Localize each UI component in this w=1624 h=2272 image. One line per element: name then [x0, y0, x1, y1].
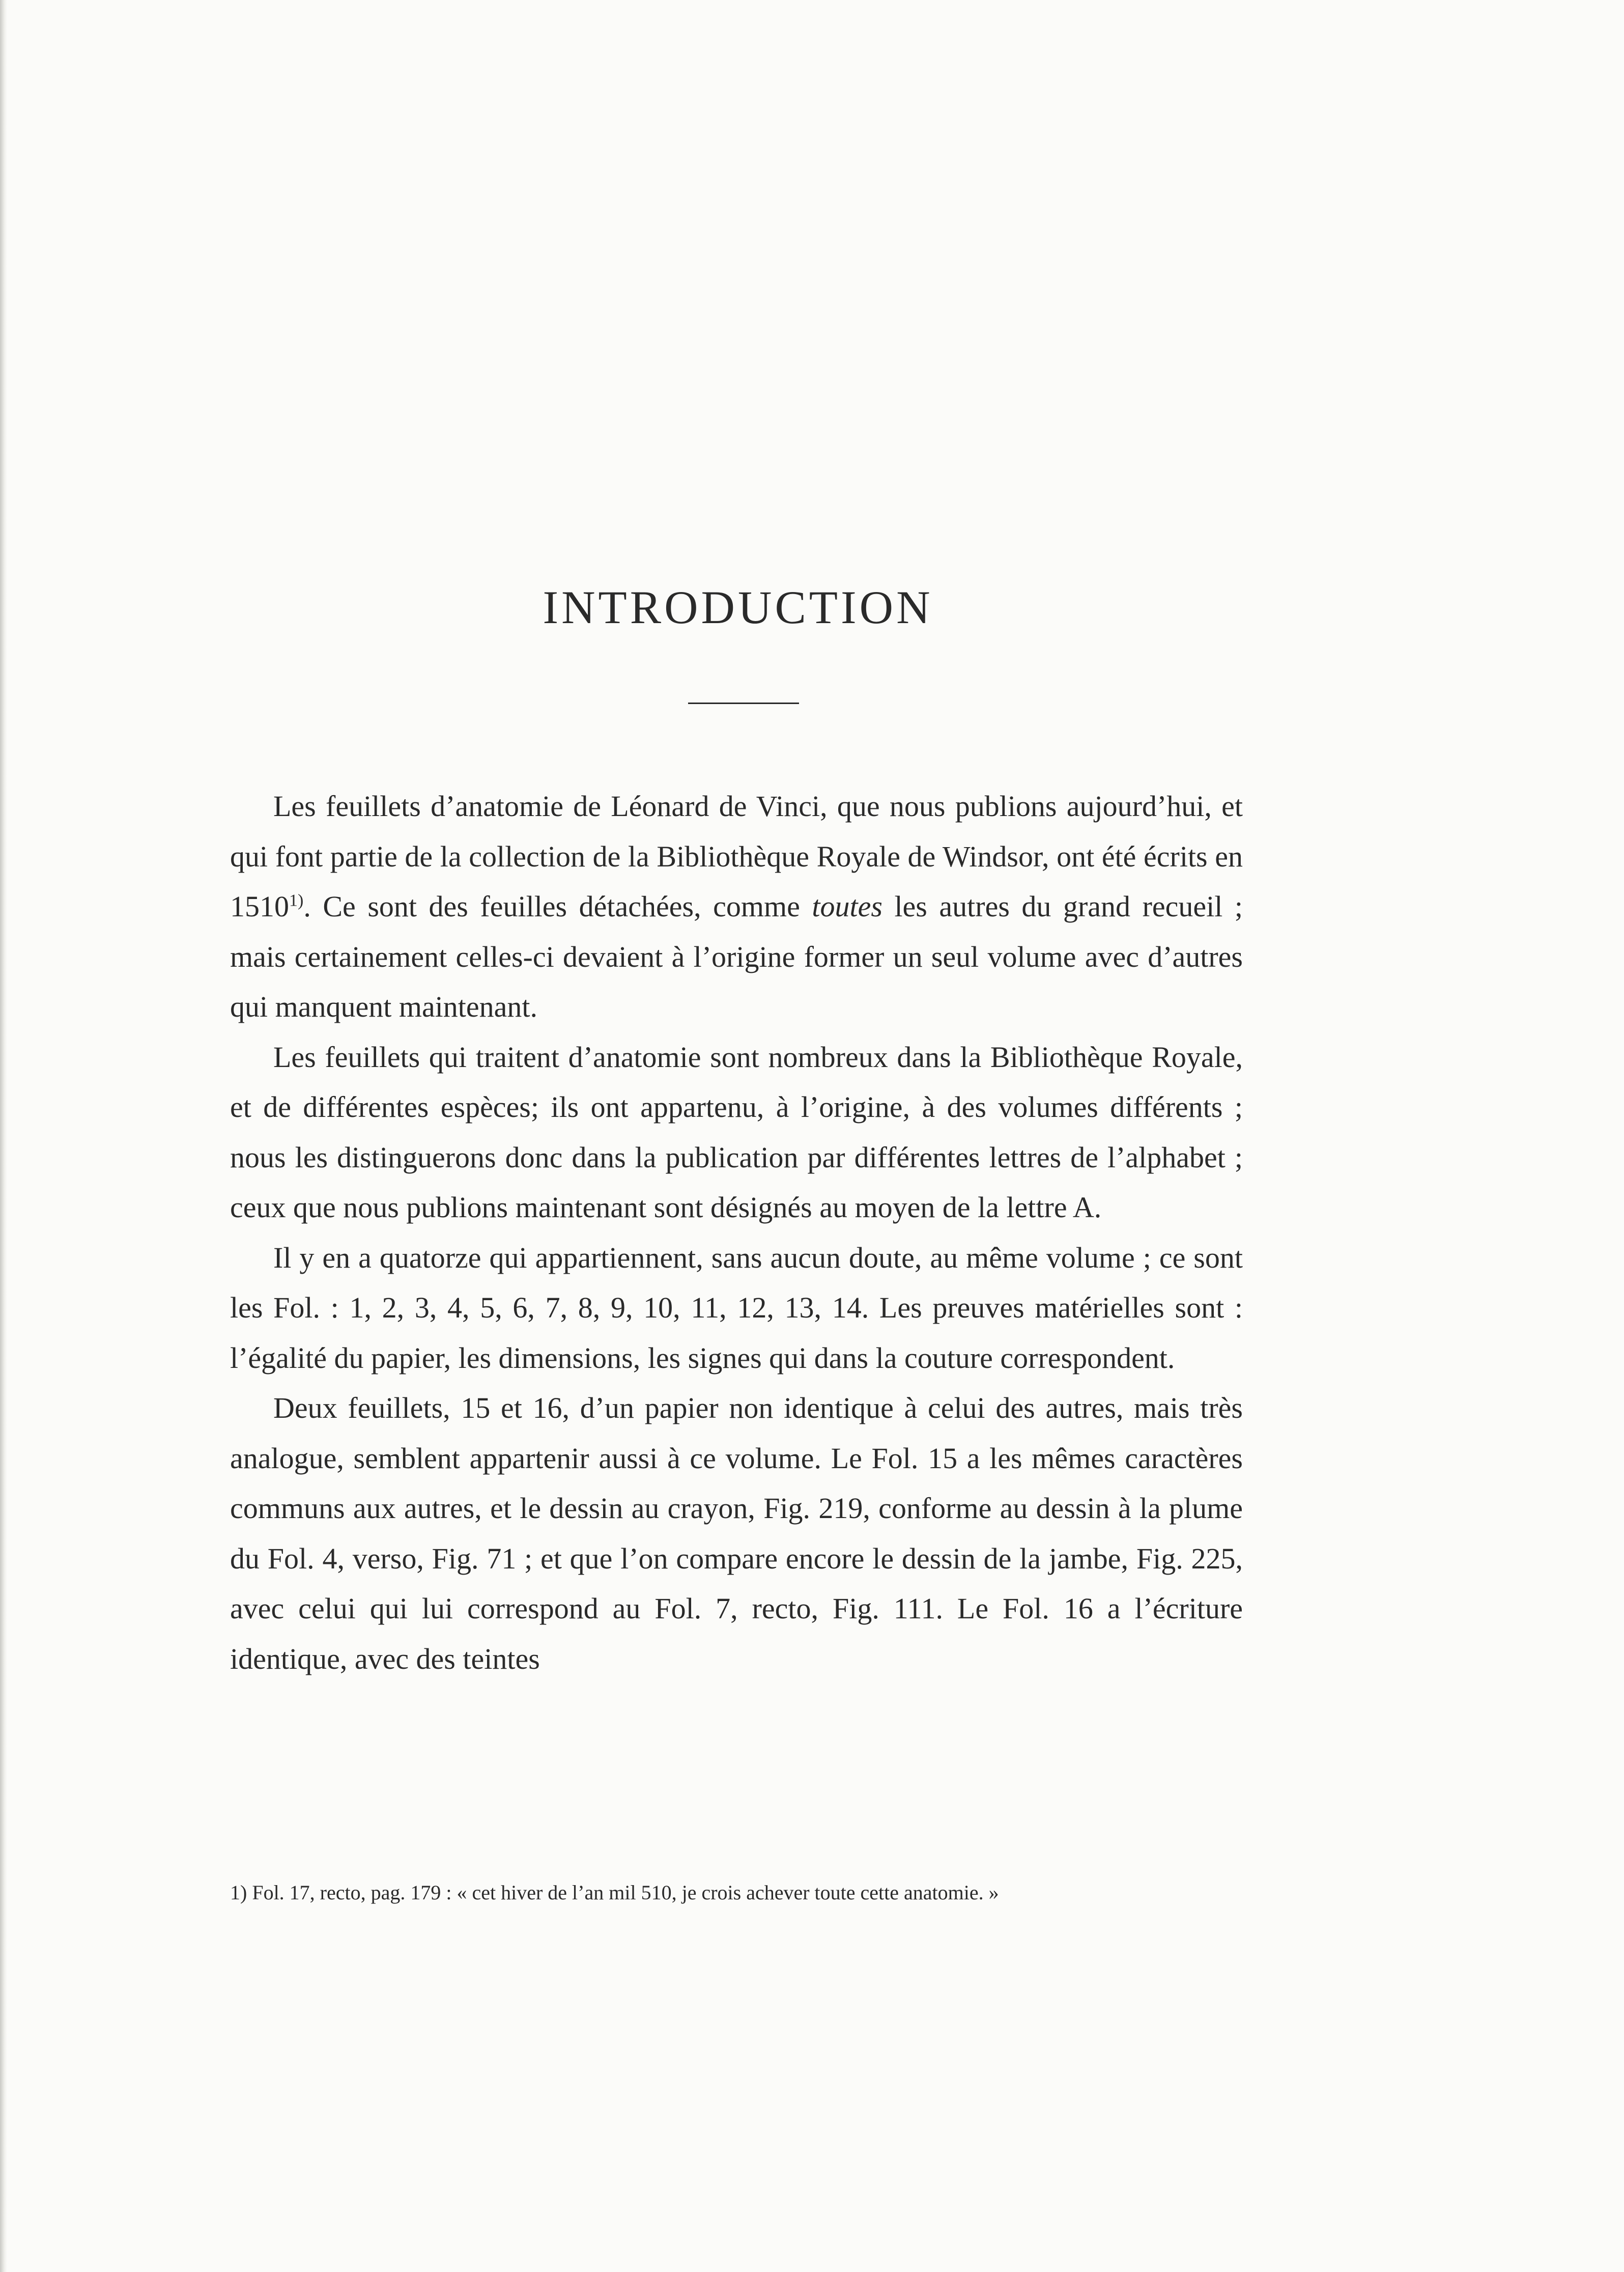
- paragraph-1-middle: . Ce sont des feuilles détachées, comme: [303, 890, 812, 923]
- paragraph-1-end: les autres du grand recueil ; mais certainement celles-ci devaient à l’origine former un seul volume avec d’autres qui manquent maintenant.: [230, 890, 1243, 1023]
- footnote-reference: 1): [289, 891, 304, 910]
- page-title: INTRODUCTION: [543, 581, 933, 633]
- paragraph-1-text: Les feuillets d’anatomie de Léonard de Vinci, que nous publions aujourd’hui, et qui font partie de la collection de la Bibliothèque Royale de Windsor, ont été écrits en 1510: [230, 790, 1243, 923]
- page-edge: [0, 0, 7, 2272]
- body-text: [230, 781, 1243, 1684]
- paragraph-4: Deux feuillets, 15 et 16, d’un papier non identique à celui des autres, mais très analogue, semblent appartenir aussi à ce volume. Le Fol. 15 a les mêmes caractères communs aux autres, et le dessin au crayon, Fig. 219, conforme au dessin à la plume du Fol. 4, verso, Fig. 71 ; et que l’on compare encore le dessin de la jambe, Fig. 225, avec celui qui lui correspond au Fol. 7, recto, Fig. 111. Le Fol. 16 a l’écriture identique, avec des teintes: [230, 1391, 1243, 1675]
- paragraph-1: [230, 781, 1243, 1032]
- footnote: 1) Fol. 17, recto, pag. 179 : « cet hiver de l’an mil 510, je crois achever toute cette anatomie. »: [230, 1881, 999, 1904]
- paragraph-1-italic: toutes: [812, 890, 882, 923]
- paragraph-2: Les feuillets qui traitent d’anatomie sont nombreux dans la Bibliothèque Royale, et de différentes espèces; ils ont appartenu, à l’origine, à des volumes différents ; nous les distinguerons donc dans la publication par différentes lettres de l’alphabet ; ceux que nous publions maintenant sont désignés au moyen de la lettre A.: [230, 1040, 1243, 1224]
- paragraph-3: Il y en a quatorze qui appartiennent, sans aucun doute, au même volume ; ce sont les Fol. : 1, 2, 3, 4, 5, 6, 7, 8, 9, 10, 11, 12, 13, 14. Les preuves matérielles sont : l’égalité du papier, les dimensions, les signes qui dans la couture correspondent.: [230, 1241, 1243, 1375]
- title-divider: [688, 703, 799, 704]
